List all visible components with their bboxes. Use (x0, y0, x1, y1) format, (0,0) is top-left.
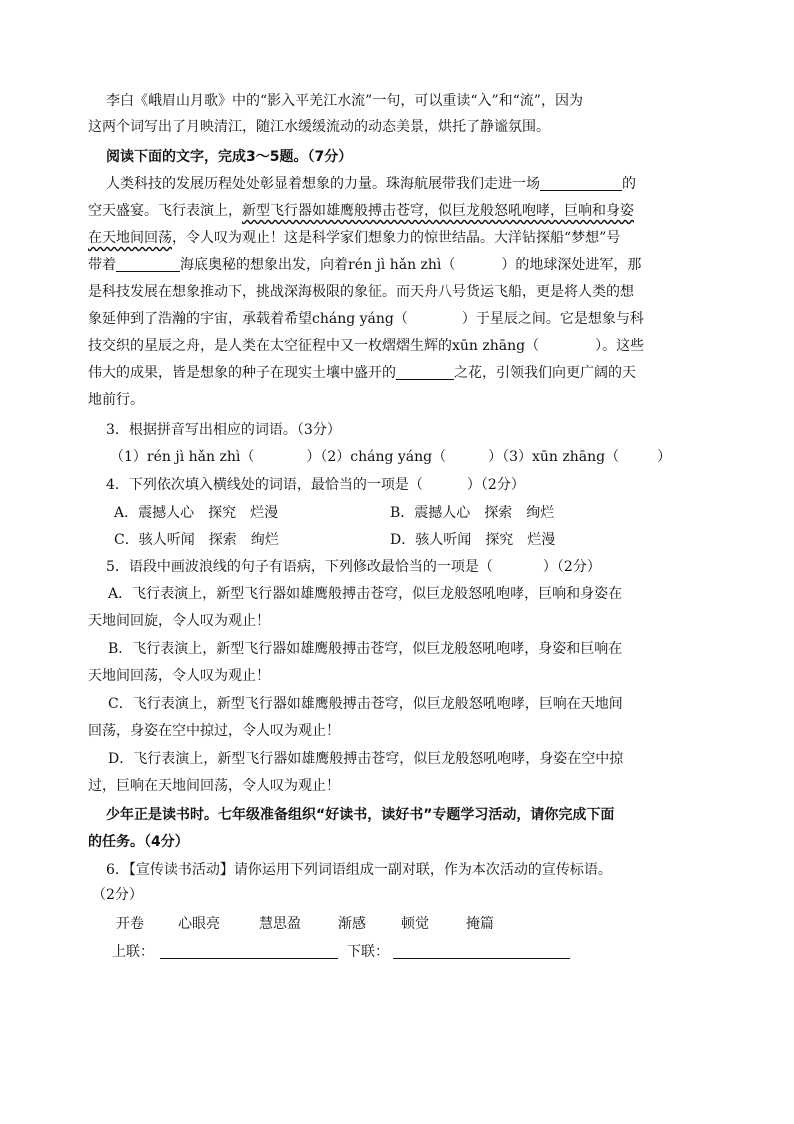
section-header-reading-activity-cont: 的任务。（4分） (88, 834, 189, 850)
intro-line-2: 这两个词写出了月映清江，随江水缓缓流动的动态美景，烘托了静谧氛围。 (88, 119, 550, 135)
q6-word-1: 开卷 (116, 916, 144, 932)
passage-line-5: 是科技发展在想象推动下，挑战深海极限的象征。而天舟八号货运飞船，更是将人类的想 (88, 284, 634, 300)
q5-option-c-line-1[interactable]: C．飞行表演上，新型飞行器如雄鹰般搏击苍穹，似巨龙般怒吼咆哮，巨响在天地间 (108, 696, 623, 712)
q6-word-4: 渐感 (338, 916, 366, 932)
passage-line-1: 人类科技的发展历程处处彰显着想象的力量。珠海航展带我们走进一场 的 (106, 176, 636, 192)
q4-option-b[interactable]: B．震撼人心 探索 绚烂 (390, 505, 555, 521)
q6-points: （2分） (92, 887, 143, 903)
wavy-underlined-sentence-cont: 在天地间回荡 (88, 230, 172, 246)
q3-stem: 3．根据拼音写出相应的词语。（3分） (106, 422, 341, 438)
blank-1[interactable] (540, 176, 622, 191)
passage-line-4: 带着 海底奥秘的想象出发，向着rén jì hǎn zhì（ ）的地球深处进军，那 (88, 257, 642, 273)
q4-option-c[interactable]: C．骇人听闻 探索 绚烂 (114, 532, 279, 548)
q4-option-a[interactable]: A．震撼人心 探究 烂漫 (114, 505, 279, 521)
q5-option-d-line-1[interactable]: D．飞行表演上，新型飞行器如雄鹰般搏击苍穹，似巨龙般怒吼咆哮，身姿在空中掠 (108, 751, 624, 767)
q4-stem: 4．下列依次填入横线处的词语，最恰当的一项是（ ）（2分） (106, 477, 525, 493)
q6-word-2: 心眼亮 (178, 916, 220, 932)
lower-couplet-line[interactable] (393, 958, 570, 959)
q5-option-b-line-1[interactable]: B．飞行表演上，新型飞行器如雄鹰般搏击苍穹，似巨龙般怒吼咆哮，身姿和巨响在 (108, 641, 623, 657)
q5-option-d-line-2[interactable]: 过，巨响在天地间回荡，令人叹为观止！ (88, 778, 340, 794)
passage-line-2: 空天盛宴。飞行表演上，新型飞行器如雄鹰般搏击苍穹，似巨龙般怒吼咆哮，巨响和身姿 (88, 203, 634, 219)
passage-line-9: 地前行。 (88, 392, 144, 408)
q6-word-3: 慧思盈 (259, 916, 301, 932)
q5-option-a-line-2[interactable]: 天地间回旋，令人叹为观止！ (88, 613, 270, 629)
passage-line-7: 技交织的星辰之舟，是人类在太空征程中又一枚熠熠生辉的xūn zhāng（ ）。这些 (88, 338, 645, 354)
upper-couplet-label: 上联： (112, 944, 154, 960)
q5-option-a-line-1[interactable]: A．飞行表演上，新型飞行器如雄鹰般搏击苍穹，似巨龙般怒吼咆哮，巨响和身姿在 (108, 586, 623, 602)
q6-word-5: 顿觉 (401, 916, 429, 932)
wavy-underlined-sentence: 新型飞行器如雄鹰般搏击苍穹，似巨龙般怒吼咆哮，巨响和身姿 (242, 203, 634, 219)
q6-stem: 6．【宣传读书活动】请你运用下列词语组成一副对联，作为本次活动的宣传标语。 (106, 862, 612, 878)
blank-2[interactable] (116, 257, 180, 272)
passage-line-3: 在天地间回荡，令人叹为观止！这是科学家们想象力的惊世结晶。大洋钻探船“梦想”号 (88, 230, 621, 246)
section-header-reading: 阅读下面的文字，完成3～5题。（7分） (106, 149, 353, 165)
passage-line-6: 象延伸到了浩瀚的宇宙，承载着希望cháng yáng（ ）于星辰之间。它是想象与科 (88, 311, 644, 327)
blank-3[interactable] (396, 365, 454, 380)
intro-line-1: 李白《峨眉山月歌》中的“影入平羌江水流”一句，可以重读“入”和“流”，因为 (106, 93, 583, 109)
section-header-reading-activity: 少年正是读书时。七年级准备组织“好读书，读好书”专题学习活动，请你完成下面 (106, 807, 615, 823)
lower-couplet-label: 下联： (347, 944, 389, 960)
q3-answers: （1）rén jì hǎn zhì（ ）（2）cháng yáng（ ）（3）xūn zhāng（ ） (110, 449, 672, 465)
q5-stem: 5．语段中画波浪线的句子有语病，下列修改最恰当的一项是（ ）（2分） (106, 559, 601, 575)
q6-word-6: 掩篇 (466, 916, 494, 932)
passage-line-8: 伟大的成果，皆是想象的种子在现实土壤中盛开的 之花，引领我们向更广阔的天 (88, 365, 636, 381)
q5-option-c-line-2[interactable]: 回荡，身姿在空中掠过，令人叹为观止！ (88, 723, 340, 739)
q5-option-b-line-2[interactable]: 天地间回荡，令人叹为观止！ (88, 668, 270, 684)
q4-option-d[interactable]: D．骇人听闻 探究 烂漫 (390, 532, 556, 548)
upper-couplet-line[interactable] (160, 958, 338, 959)
